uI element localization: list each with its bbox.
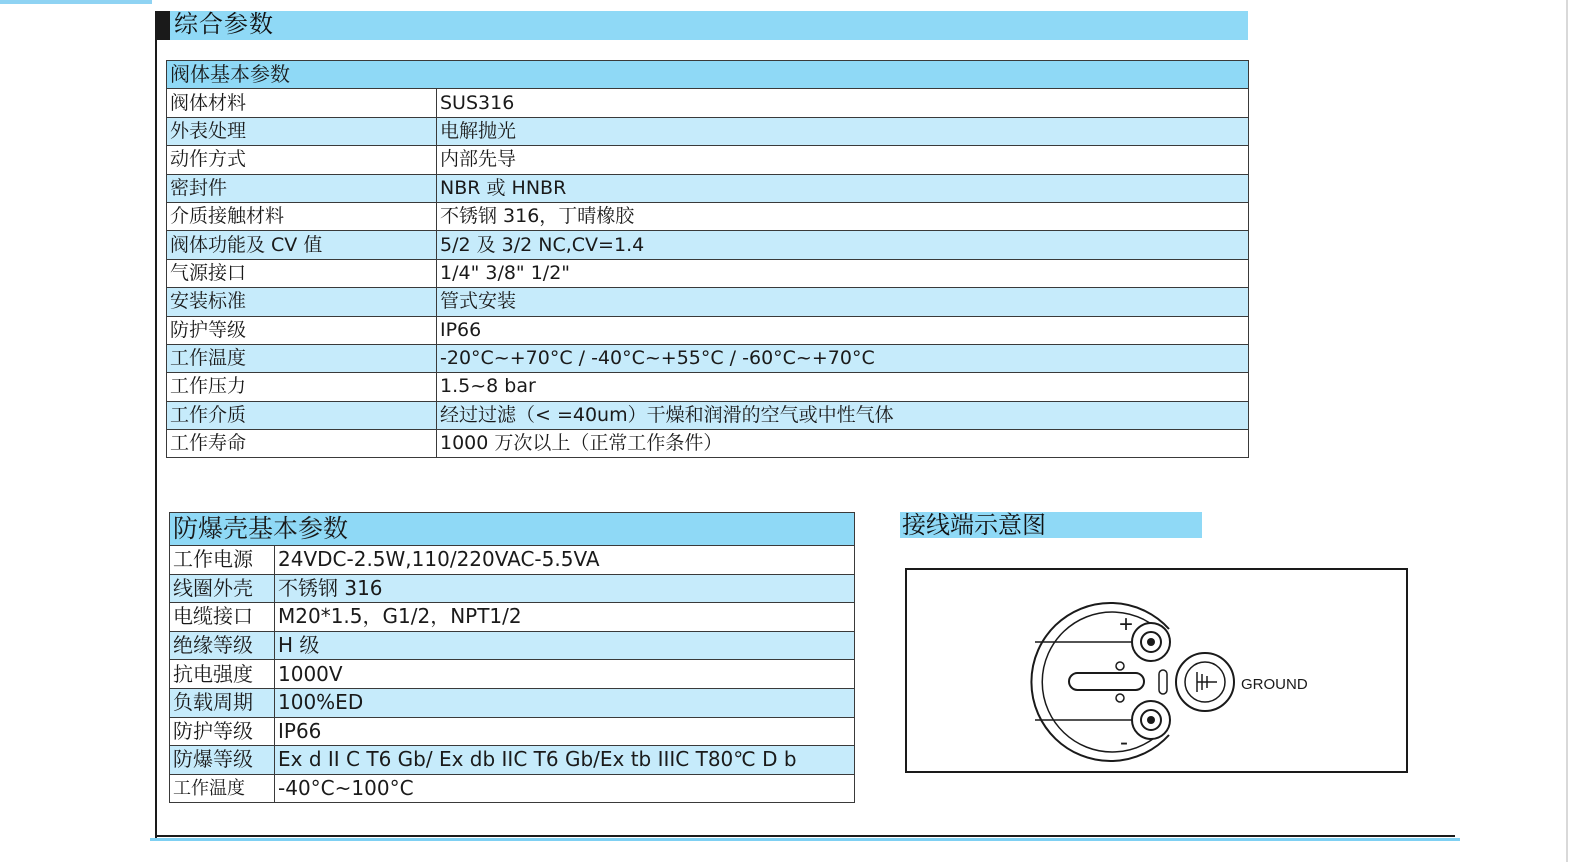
table-row <box>170 546 855 575</box>
param-value: 经过过滤（< =40um）干燥和润滑的空气或中性气体 <box>437 401 1249 429</box>
param-value: 24VDC-2.5W,110/220VAC-5.5VA <box>275 546 855 575</box>
param-label: 工作温度 <box>167 344 437 372</box>
key-slot <box>1159 670 1167 694</box>
param-value: IP66 <box>437 316 1249 344</box>
section-title: 综合参数 <box>174 10 274 38</box>
param-value: 不锈钢 316 <box>275 574 855 603</box>
table-row <box>167 174 1249 202</box>
ground-icon <box>1197 672 1217 692</box>
table-header-row <box>170 513 855 546</box>
param-label: 密封件 <box>167 174 437 202</box>
param-value: 管式安装 <box>437 288 1249 316</box>
table-row <box>170 774 855 803</box>
table-row <box>167 117 1249 145</box>
param-value: M20*1.5，G1/2，NPT1/2 <box>275 603 855 632</box>
table-row <box>167 430 1249 458</box>
table-row <box>167 231 1249 259</box>
table-row <box>167 146 1249 174</box>
explosion-proof-params-table <box>169 512 855 803</box>
table-row <box>167 316 1249 344</box>
minus-label: - <box>1120 729 1128 756</box>
small-dot-top <box>1116 662 1124 670</box>
top-accent-bar <box>0 0 152 4</box>
param-label: 防护等级 <box>170 717 275 746</box>
param-label: 工作寿命 <box>167 430 437 458</box>
bottom-rule <box>155 835 1455 837</box>
table-header: 阀体基本参数 <box>167 61 1249 89</box>
param-label: 阀体功能及 CV 值 <box>167 231 437 259</box>
param-label: 电缆接口 <box>170 603 275 632</box>
param-label: 负载周期 <box>170 688 275 717</box>
param-value: -40°C~100°C <box>275 774 855 803</box>
wiring-diagram-title: 接线端示意图 <box>900 512 1202 538</box>
positive-terminal-core <box>1147 638 1155 646</box>
param-value: 5/2 及 3/2 NC,CV=1.4 <box>437 231 1249 259</box>
param-value: 1000V <box>275 660 855 689</box>
page-right-border <box>1566 0 1568 862</box>
param-label: 工作介质 <box>167 401 437 429</box>
center-slot <box>1069 673 1144 690</box>
param-value: 100%ED <box>275 688 855 717</box>
param-value: 电解抛光 <box>437 117 1249 145</box>
table-row <box>167 401 1249 429</box>
param-value: H 级 <box>275 631 855 660</box>
param-label: 工作电源 <box>170 546 275 575</box>
param-label: 动作方式 <box>167 146 437 174</box>
table-header-row <box>167 61 1249 89</box>
param-value: SUS316 <box>437 89 1249 117</box>
param-value: NBR 或 HNBR <box>437 174 1249 202</box>
param-label: 外表处理 <box>167 117 437 145</box>
plus-label: + <box>1119 611 1134 638</box>
param-label: 防护等级 <box>167 316 437 344</box>
table-row <box>167 89 1249 117</box>
param-value: IP66 <box>275 717 855 746</box>
param-value: Ex d II C T6 Gb/ Ex db IIC T6 Gb/Ex tb IIIC T80℃ D b <box>275 746 855 775</box>
table-row <box>170 574 855 603</box>
param-value: 1/4" 3/8" 1/2" <box>437 259 1249 287</box>
table-row <box>167 202 1249 230</box>
negative-terminal-core <box>1147 716 1155 724</box>
table-row <box>167 373 1249 401</box>
section-header-marker <box>155 11 170 40</box>
table-row <box>170 603 855 632</box>
table-header: 防爆壳基本参数 <box>170 513 855 546</box>
table-row <box>170 717 855 746</box>
ground-label: GROUND <box>1241 676 1308 693</box>
param-label: 线圈外壳 <box>170 574 275 603</box>
table-row <box>170 660 855 689</box>
param-label: 工作温度 <box>170 774 275 803</box>
valve-body-params-table <box>166 60 1249 458</box>
left-rule <box>155 38 157 838</box>
param-label: 气源接口 <box>167 259 437 287</box>
wiring-diagram-drawing <box>907 570 1406 771</box>
param-label: 阀体材料 <box>167 89 437 117</box>
table-row <box>167 344 1249 372</box>
wiring-diagram <box>905 568 1408 773</box>
param-label: 防爆等级 <box>170 746 275 775</box>
bottom-accent-bar <box>150 838 1460 841</box>
param-label: 介质接触材料 <box>167 202 437 230</box>
param-label: 工作压力 <box>167 373 437 401</box>
param-label: 安装标准 <box>167 288 437 316</box>
section-header <box>155 11 1248 40</box>
table-row <box>170 631 855 660</box>
small-dot-bottom <box>1116 694 1124 702</box>
param-value: 1000 万次以上（正常工作条件） <box>437 430 1249 458</box>
param-label: 绝缘等级 <box>170 631 275 660</box>
table-row <box>170 746 855 775</box>
table-row <box>167 259 1249 287</box>
param-value: 不锈钢 316，丁晴橡胶 <box>437 202 1249 230</box>
param-value: 1.5~8 bar <box>437 373 1249 401</box>
param-value: 内部先导 <box>437 146 1249 174</box>
param-value: -20°C~+70°C / -40°C~+55°C / -60°C~+70°C <box>437 344 1249 372</box>
param-label: 抗电强度 <box>170 660 275 689</box>
table-row <box>170 688 855 717</box>
table-row <box>167 288 1249 316</box>
